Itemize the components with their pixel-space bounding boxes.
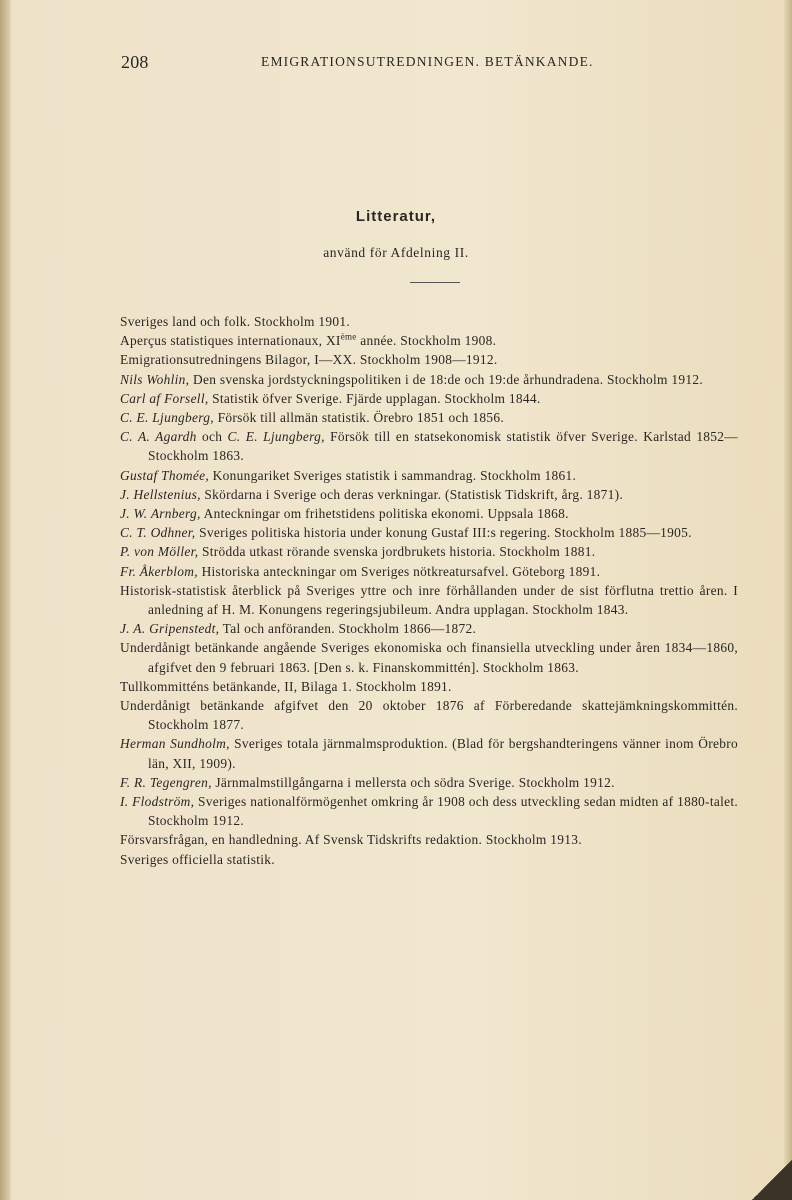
- page-number: 208: [121, 52, 149, 72]
- section-heading: Litteratur,: [355, 208, 437, 225]
- list-item: J. W. Arnberg, Anteckningar om frihetstidens politiska ekonomi. Uppsala 1868.: [120, 506, 569, 522]
- list-item: I. Flodström, Sveriges nationalförmögenhet omkring år 1908 och dess utveckling sedan midten af 1880-talet. Stockholm 1912.: [120, 794, 739, 829]
- entry-author: Nils Wohlin,: [120, 371, 190, 387]
- entry-author: Gustaf Thomée,: [120, 467, 210, 483]
- list-item: Sveriges officiella statistik.: [120, 851, 275, 867]
- divider: [410, 282, 460, 283]
- list-item: Aperçus statistiques internationaux, XIème année. Stockholm 1908.: [120, 331, 497, 349]
- list-item: Herman Sundholm, Sveriges totala järnmalmsproduktion. (Blad för bergshandteringens vänner inom Örebro län, XII, 1909).: [120, 736, 738, 771]
- list-item: Försvarsfrågan, en handledning. Af Svensk Tidskrifts redaktion. Stockholm 1913.: [120, 832, 582, 848]
- entry-author: J. W. Arnberg,: [120, 506, 201, 522]
- list-item: Historisk-statistisk återblick på Sveriges yttre och inre förhållanden under de sist förflutna trettio åren. I anledning af H. M. Konungens regeringsjubileum. Andra upplagan. Stockholm 1843.: [120, 582, 738, 618]
- list-item: P. von Möller, Strödda utkast rörande svenska jordbrukets historia. Stockholm 1881.: [120, 544, 596, 560]
- running-head: [121, 52, 641, 73]
- list-item: Nils Wohlin, Den svenska jordstyckningspolitiken i de 18:de och 19:de århundradena. Stockholm 1912.: [120, 371, 703, 387]
- page-edge-left: [0, 0, 10, 1200]
- bibliography-list: [120, 312, 738, 869]
- entry-author: J. A. Gripenstedt,: [120, 621, 220, 637]
- list-item: C. T. Odhner, Sveriges politiska historia under konung Gustaf III:s regering. Stockholm 1885—1905.: [120, 525, 692, 541]
- list-item: F. R. Tegengren, Järnmalmstillgångarna i mellersta och södra Sverige. Stockholm 1912.: [120, 774, 615, 790]
- entry-author: C. A. Agardh: [120, 429, 197, 445]
- running-title: EMIGRATIONSUTREDNINGEN. BETÄNKANDE.: [261, 54, 594, 69]
- list-item: Carl af Forsell, Statistik öfver Sverige. Fjärde upplagan. Stockholm 1844.: [120, 390, 541, 406]
- entry-author: F. R. Tegengren,: [120, 774, 212, 790]
- entry-author: I. Flodström,: [120, 794, 195, 810]
- page-edge-right: [784, 0, 792, 1200]
- list-item: J. A. Gripenstedt, Tal och anföranden. Stockholm 1866—1872.: [120, 621, 477, 637]
- page-corner: [752, 1160, 792, 1200]
- entry-author: Carl af Forsell,: [120, 390, 209, 406]
- entry-author: C. E. Ljungberg,: [227, 429, 325, 445]
- entry-author: C. E. Ljungberg,: [120, 410, 214, 426]
- entry-author: Fr. Åkerblom,: [120, 563, 198, 579]
- list-item: Sveriges land och folk. Stockholm 1901.: [120, 314, 351, 329]
- list-item: Fr. Åkerblom, Historiska anteckningar om Sveriges nötkreatursafvel. Göteborg 1891.: [120, 563, 601, 579]
- entry-author: J. Hellstenius,: [120, 486, 201, 502]
- list-item: C. E. Ljungberg, Försök till allmän statistik. Örebro 1851 och 1856.: [120, 410, 505, 426]
- list-item: Underdånigt betänkande afgifvet den 20 oktober 1876 af Förberedande skattejämkningskommittén. Stockholm 1877.: [120, 698, 738, 733]
- section-subheading: använd för Afdelning II.: [323, 245, 469, 260]
- list-item: J. Hellstenius, Skördarna i Sverige och deras verkningar. (Statistisk Tidskrift, årg. 1871).: [120, 486, 624, 502]
- list-item: Underdånigt betänkande angående Sveriges ekonomiska och finansiella utveckling under åren 1834—1860, afgifvet den 9 februari 1863. [Den s. k. Finanskommittén]. Stockholm 1863.: [120, 640, 738, 675]
- list-item: Tullkommitténs betänkande, II, Bilaga 1. Stockholm 1891.: [120, 678, 452, 694]
- list-item: Gustaf Thomée, Konungariket Sveriges statistik i sammandrag. Stockholm 1861.: [120, 467, 577, 483]
- entry-author: Herman Sundholm,: [120, 736, 230, 752]
- entry-author: P. von Möller,: [120, 544, 199, 560]
- entry-author: C. T. Odhner,: [120, 525, 196, 541]
- list-item: C. A. Agardh och C. E. Ljungberg, Försök till en statsekonomisk statistik öfver Sverige. Karlstad 1852—Stockholm 1863.: [120, 429, 738, 464]
- list-item: Emigrationsutredningens Bilagor, I—XX. Stockholm 1908—1912.: [120, 352, 498, 368]
